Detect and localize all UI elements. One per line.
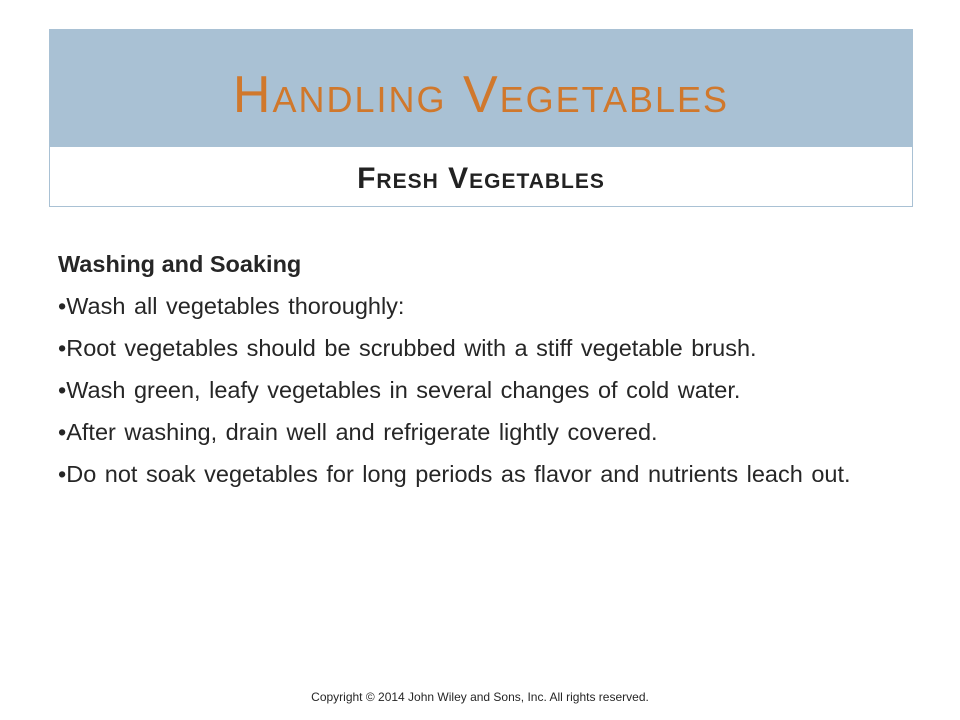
title-band: [49, 29, 913, 147]
bullet-item: •Do not soak vegetables for long periods as flavor and nutrients leach out.: [58, 461, 851, 487]
bullet-item: •After washing, drain well and refrigerate lightly covered.: [58, 419, 658, 445]
slide-title: Handling Vegetables: [232, 66, 730, 124]
copyright-footer: Copyright © 2014 John Wiley and Sons, Inc. All rights reserved.: [311, 690, 649, 704]
section-heading: Washing and Soaking: [58, 251, 302, 277]
slide-subtitle: Fresh Vegetables: [357, 161, 605, 195]
slide-body: [58, 248, 878, 500]
bullet-list: [58, 290, 878, 490]
bullet-item: •Wash green, leafy vegetables in several changes of cold water.: [58, 377, 741, 403]
subtitle-band: [49, 147, 913, 207]
bullet-item: •Wash all vegetables thoroughly:: [58, 293, 405, 319]
bullet-item: •Root vegetables should be scrubbed with a stiff vegetable brush.: [58, 335, 757, 361]
